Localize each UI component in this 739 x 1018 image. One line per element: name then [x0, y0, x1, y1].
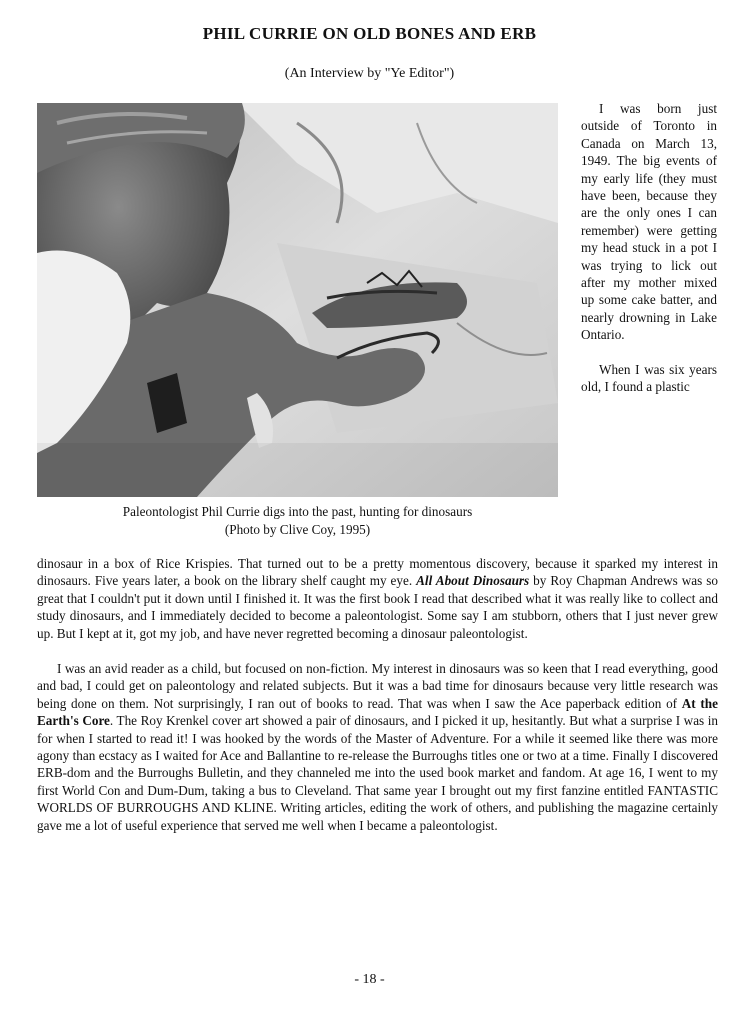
caption-line-2: (Photo by Clive Coy, 1995): [224, 522, 371, 537]
side-column: [581, 100, 717, 396]
caption-line-1: Paleontologist Phil Currie digs into the past, hunting for dinosaurs: [122, 504, 473, 519]
book-title-all-about-dinosaurs: All About Dinosaurs: [416, 573, 530, 589]
body-paragraph-1: [37, 555, 718, 642]
page-title: PHIL CURRIE ON OLD BONES AND ERB: [202, 24, 537, 43]
page-number: - 18 -: [354, 972, 385, 987]
article-body: [37, 555, 718, 834]
page-subtitle: (An Interview by "Ye Editor"): [284, 66, 455, 81]
photo-caption: [37, 503, 558, 539]
body-p2-text-a: I was an avid reader as a child, but focused on non-fiction. My interest in dinosaurs was so keen that I read everything, good and bad, I could get on paleontology and related subjects. But it was a bad time for dinosaurs because very little research was being done on them. Not surprisingly, I ran out of books to read. That was when I saw the Ace paperback edition of: [37, 661, 718, 711]
book-title-at-the-earths-core: At the Earth's Core: [37, 695, 718, 729]
body-p2-text-b: . The Roy Krenkel cover art showed a pair of dinosaurs, and I picked it up, hesitantly. But what a surprise I was in for when I started to read it! I was hooked by the words of the Master of Adventure. For a while it seemed like there was more agony than ecstacy as I waited for Ace and Ballantine to re-release the Burroughs titles one or two at a time. Finally I discovered ERB-dom and the Burroughs Bulletin, and they channeled me into the used book market and fandom. At age 16, I went to my first World Con and Dum-Dum, taking a bus to Cleveland. That same year I brought out my first fanzine entitled FANTASTIC WORLDS OF BURROUGHS AND KLINE. Writing articles, editing the work of others, and publishing the magazine certainly gave me a lot of useful experience that served me well when I became a paleontologist.: [37, 713, 719, 833]
body-p1-text-a: dinosaur in a box of Rice Krispies. That turned out to be a pretty momentous discovery, because it sparked my interest in dinosaurs. Five years later, a book on the library shelf caught my eye.: [37, 556, 718, 589]
photo-paleontologist-digging: [37, 103, 558, 497]
body-p1-text-b: by Roy Chapman Andrews was so great that I couldn't put it down until I finished it. It was the first book I read that described what it was really like to collect and study dinosaurs, and I immediately decided to become a paleontologist. Some say I am stubborn, others that I just never grew up. But I kept at it, got my job, and have never regretted becoming a dinosaur paleontologist.: [37, 573, 718, 641]
side-paragraph-2-start: When I was six years old, I found a plastic: [581, 361, 717, 395]
body-paragraph-2: [37, 660, 718, 834]
side-paragraph-1: I was born just outside of Toronto in Canada on March 13, 1949. The big events of my early life (they must have been, because they are the only ones I can remember) were getting my head stuck in a pot I was trying to lick out after my mother mixed up some cake batter, and nearly drowning in Lake Ontario.: [581, 101, 717, 343]
